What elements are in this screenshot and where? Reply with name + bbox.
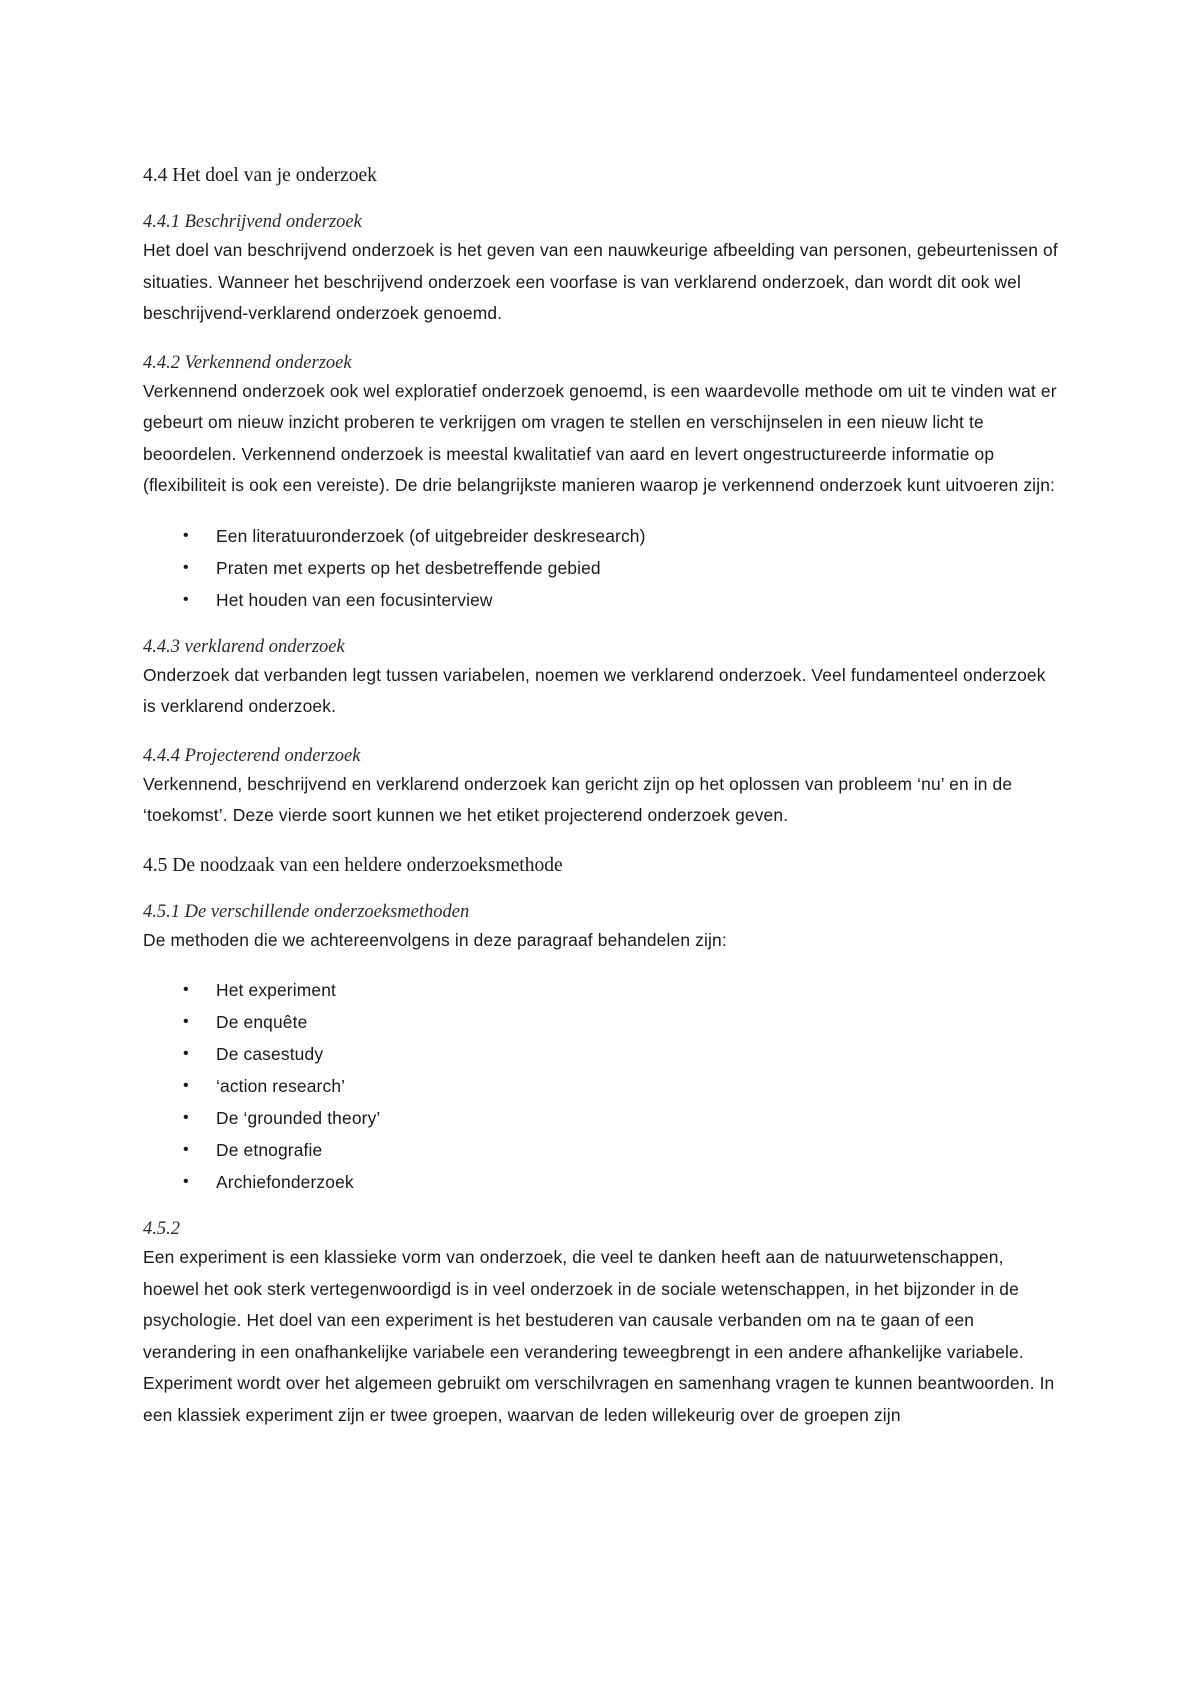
subsection-heading-4-4-3: 4.4.3 verklarend onderzoek <box>143 636 345 657</box>
list-item <box>143 584 1063 616</box>
list-item-text: De casestudy <box>216 1044 324 1064</box>
list-item-text: Praten met experts op het desbetreffende gebied <box>216 557 601 578</box>
paragraph-verklarend: Onderzoek dat verbanden legt tussen variabelen, noemen we verklarend onderzoek. Veel fundamenteel onderzoek is verklarend onderzoek. <box>143 664 1046 716</box>
section-title-4-5: 4.5 De noodzaak van een heldere onderzoeksmethode <box>143 854 563 876</box>
list-item-text: Het experiment <box>216 980 337 1000</box>
list-item <box>143 520 1063 552</box>
paragraph-verkennend: Verkennend onderzoek ook wel exploratief onderzoek genoemd, is een waardevolle methode om uit te vinden wat er gebeurt om nieuw inzicht proberen te verkrijgen om vragen te stellen en verschijnselen in een nieuw licht te beoordelen. Verkennend onderzoek is meestal kwalitatief van aard en levert ongestructureerde informatie op (flexibiliteit is ook een vereiste). De drie belangrijkste manieren waarop je verkennend onderzoek kunt uitvoeren zijn: <box>143 380 1057 495</box>
bullet-icon: • <box>183 1141 189 1158</box>
list-item <box>143 1166 1063 1198</box>
list-item <box>143 552 1063 584</box>
subsection-heading-4-5-2: 4.5.2 <box>143 1219 180 1239</box>
bullet-icon: • <box>183 1109 189 1126</box>
bullet-icon: • <box>183 1077 189 1094</box>
list-item-text: Een literatuuronderzoek (of uitgebreider deskresearch) <box>216 525 646 546</box>
bullet-icon: • <box>183 558 189 576</box>
paragraph-projecterend: Verkennend, beschrijvend en verklarend onderzoek kan gericht zijn op het oplossen van probleem ‘nu’ en in de ‘toekomst’. Deze vierde soort kunnen we het etiket projecterend onderzoek geven. <box>143 773 1013 825</box>
document-content <box>143 162 1063 1451</box>
list-item-text: De etnografie <box>216 1140 323 1160</box>
list-item-text: Archiefonderzoek <box>216 1172 354 1192</box>
list-item <box>143 974 1063 1006</box>
bullet-list-verkennend <box>143 520 1063 616</box>
list-item-text: De ‘grounded theory’ <box>216 1108 381 1128</box>
paragraph-methoden: De methoden die we achtereenvolgens in deze paragraaf behandelen zijn: <box>143 929 727 950</box>
bullet-icon: • <box>183 1013 189 1030</box>
bullet-icon: • <box>183 1173 189 1190</box>
paragraph-experiment: Een experiment is een klassieke vorm van onderzoek, die veel te danken heeft aan de natuurwetenschappen, hoewel het ook sterk vertegenwoordigd is in veel onderzoek in de sociale wetenschappen, in het bijzonder in de psychologie. Het doel van een experiment is het bestuderen van causale verbanden om na te gaan of een verandering in een onafhankelijke variabele een verandering teweegbrengt in een andere afhankelijke variabele. Experiment wordt over het algemeen gebruikt om verschilvragen en samenhang vragen te kunnen beantwoorden. In een klassiek experiment zijn er twee groepen, waarvan de leden willekeurig over de groepen zijn <box>143 1247 1055 1425</box>
subsection-heading-4-4-1: 4.4.1 Beschrijvend onderzoek <box>143 212 362 232</box>
list-item <box>143 1134 1063 1166</box>
section-title-4-4: 4.4 Het doel van je onderzoek <box>143 165 377 186</box>
bullet-icon: • <box>183 526 189 544</box>
bullet-icon: • <box>183 590 189 608</box>
subsection-heading-4-4-4: 4.4.4 Projecterend onderzoek <box>143 745 361 766</box>
list-item <box>143 1006 1063 1038</box>
subsection-heading-4-4-2: 4.4.2 Verkennend onderzoek <box>143 352 352 373</box>
list-item-text: ‘action research’ <box>216 1076 346 1096</box>
list-item-text: Het houden van een focusinterview <box>216 589 493 610</box>
list-item <box>143 1038 1063 1070</box>
bullet-icon: • <box>183 1045 189 1062</box>
paragraph-beschrijvend: Het doel van beschrijvend onderzoek is het geven van een nauwkeurige afbeelding van personen, gebeurtenissen of situaties. Wanneer het beschrijvend onderzoek een voorfase is van verklarend onderzoek, dan wordt dit ook wel beschrijvend-verklarend onderzoek genoemd. <box>143 240 1058 323</box>
list-item <box>143 1102 1063 1134</box>
list-item-text: De enquête <box>216 1012 308 1032</box>
bullet-list-methoden <box>143 974 1063 1198</box>
subsection-heading-4-5-1: 4.5.1 De verschillende onderzoeksmethoden <box>143 901 470 922</box>
list-item <box>143 1070 1063 1102</box>
bullet-icon: • <box>183 981 189 998</box>
